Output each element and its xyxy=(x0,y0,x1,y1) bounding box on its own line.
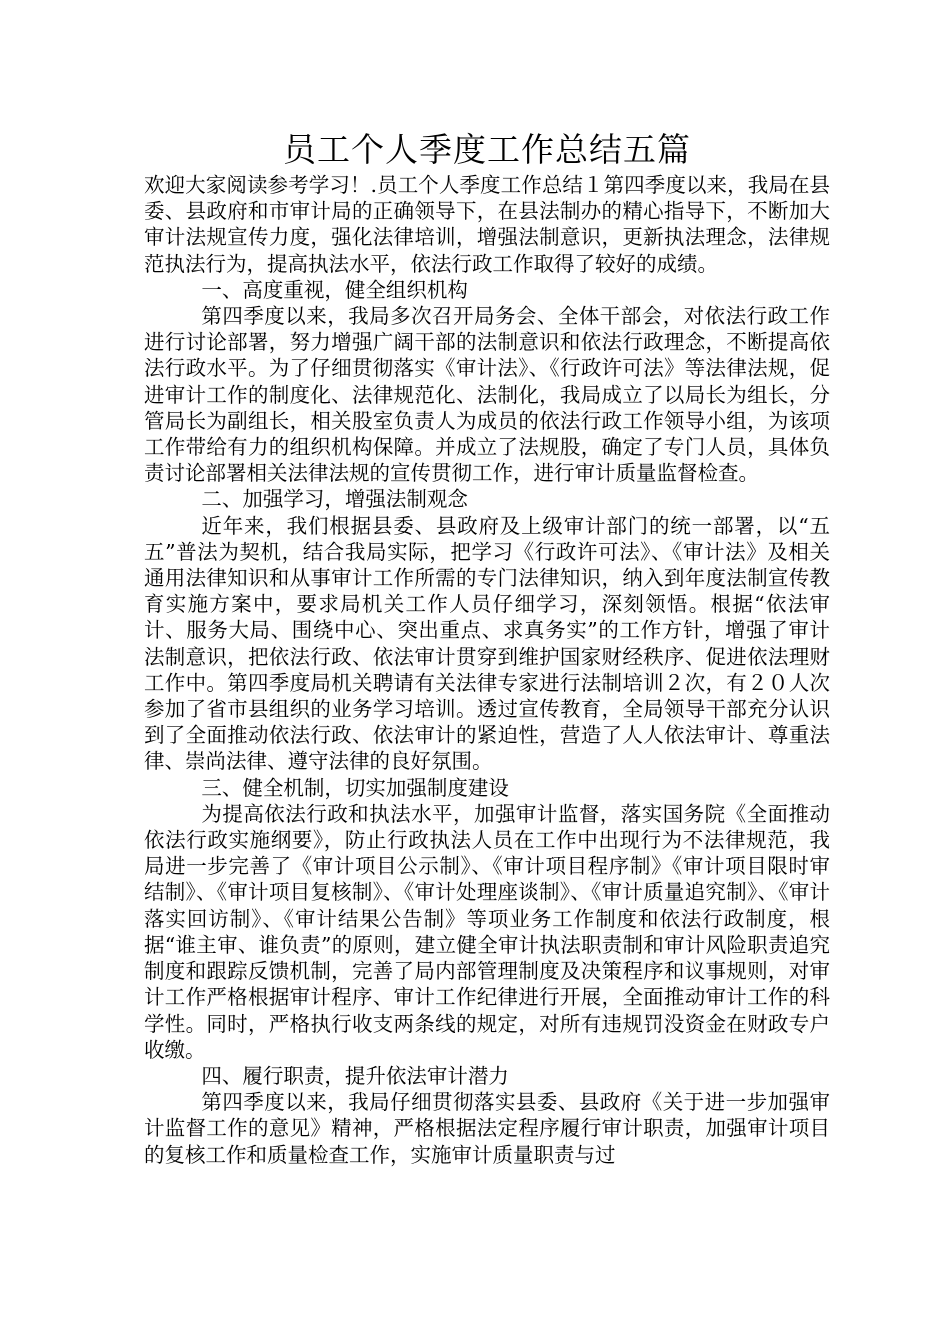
section-paragraph-4: 第四季度以来，我局仔细贯彻落实县委、县政府《关于进一步加强审计监督工作的意见》精神，严格根据法定程序履行审计职责，加强审计项目的复核工作和质量检查工作，实施审计质量职责与过 xyxy=(144,1090,830,1167)
document-title: 员工个人季度工作总结五篇 xyxy=(283,130,691,169)
section-paragraph-3: 为提高依法行政和执法水平，加强审计监督，落实国务院《全面推动依法行政实施纲要》，防止行政执法人员在工作中出现行为不法律规范，我局进一步完善了《审计项目公示制》、《审计项目程序制》《审计项目限时审结制》、《审计项目复核制》、《审计处理座谈制》、《审计质量追究制》、《审计落实回访制》、《审计结果公告制》等项业务工作制度和依法行政制度，根据“谁主审、谁负责”的原则，建立健全审计执法职责制和审计风险职责追究制度和跟踪反馈机制，完善了局内部管理制度及决策程序和议事规则，对审计工作严格根据审计程序、审计工作纪律进行开展，全面推动审计工作的科学性。同时，严格执行收支两条线的规定，对所有违规罚没资金在财政专户收缴。 xyxy=(144,801,830,1062)
document-page xyxy=(144,128,830,1168)
section-paragraph-1: 第四季度以来，我局多次召开局务会、全体干部会，对依法行政工作进行讨论部署，努力增强广阔干部的法制意识和依法行政理念，不断提高依法行政水平。为了仔细贯彻落实《审计法》、《行政许可法》等法律法规，促进审计工作的制度化、法律规范化、法制化，我局成立了以局长为组长，分管局长为副组长，相关股室负责人为成员的依法行政工作领导小组，为该项工作带给有力的组织机构保障。并成立了法规股，确定了专门人员，具体负责讨论部署相关法律法规的宣传贯彻工作，进行审计质量监督检查。 xyxy=(144,304,830,486)
section-heading-2: 二、加强学习，增强法制观念 xyxy=(201,487,468,512)
section-heading-4: 四、履行职责，提升依法审计潜力 xyxy=(201,1063,509,1088)
section-heading-3: 三、健全机制，切实加强制度建设 xyxy=(201,775,509,800)
section-heading-1: 一、高度重视，健全组织机构 xyxy=(201,277,468,302)
section-paragraph-2: 近年来，我们根据县委、县政府及上级审计部门的统一部署，以“五五”普法为契机，结合我局实际，把学习《行政许可法》、《审计法》及相关通用法律知识和从事审计工作所需的专门法律知识，纳入到年度法制宣传教育实施方案中，要求局机关工作人员仔细学习，深刻领悟。根据“依法审计、服务大局、围绕中心、突出重点、求真务实”的工作方针，增强了审计法制意识，把依法行政、依法审计贯穿到维护国家财经秩序、促进依法理财工作中。第四季度局机关聘请有关法律专家进行法制培训２次，有２０人次参加了省市县组织的业务学习培训。透过宣传教育，全局领导干部充分认识到了全面推动依法行政、依法审计的紧迫性，营造了人人依法审计、尊重法律、崇尚法律、遵守法律的良好氛围。 xyxy=(144,513,830,774)
document-body xyxy=(144,172,830,1168)
intro-paragraph: 欢迎大家阅读参考学习！.员工个人季度工作总结１第四季度以来，我局在县委、县政府和市审计局的正确领导下，在县法制办的精心指导下，不断加大审计法规宣传力度，强化法律培训，增强法制意识，更新执法理念，法律规范执法行为，提高执法水平，依法行政工作取得了较好的成绩。 xyxy=(144,173,830,276)
